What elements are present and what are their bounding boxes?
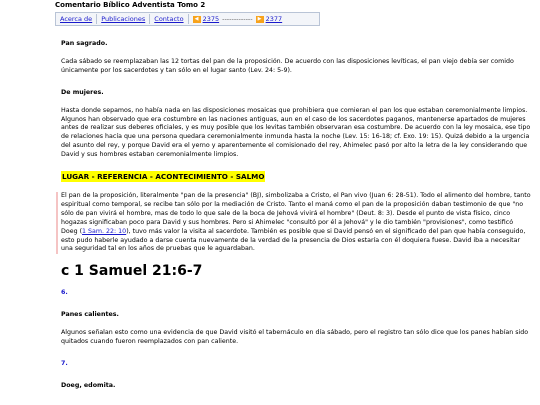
commentary-text: El pan de la proposición, literalmente "pan de la presencia" (BJ), simbolizaba a Cristo, el Pan vivo (Juan 6: 28-51). Todo el alimento del hombre, tanto espiritual como temporal, se recibe tan sólo por la mediación de Cristo. Tanto el maná como el pan de la proposición daban testimonio de que "no sólo de pan vivirá el hombre, mas de todo lo que sale de la boca de Jehová vivirá el hombre" (Deut. 8: 3). Desde el punto de vista físico, cinco hogazas significaban poco para David y sus hombres. Pero si Ahimelec "consultó por él a Jehová" y le dio también "provisiones", como testificó Doeg ( [61, 191, 531, 235]
verse-number[interactable]: 7. [61, 359, 68, 367]
section-heading: Pan sagrado. [61, 40, 108, 47]
prev-page-icon: ◀ [193, 16, 201, 23]
commentary-text: ), tuvo más valor la visita al sacerdote. También es posible que si David pensó en el significado del pan que había conseguido, esto pudo haberle ayudado a darse cuenta nuevamente de la verdad de la presencia de Dios estaría con él doquiera fuese. David iba a necesitar una seguridad tal en los años de pruebas que le aguardaban. [61, 227, 526, 253]
section-text: Cada sábado se reemplazaban las 12 tortas del pan de la proposición. De acuerdo con las disposiciones levíticas, el pan viejo debía ser comido únicamente por los sacerdotes y tan sólo en el lugar santo (Lev. 24: 5-9). [61, 57, 514, 74]
chapter-heading: c 1 Samuel 21:6-7 [61, 263, 203, 280]
commentary-paragraph [56, 192, 531, 254]
nav-about-link[interactable]: Acerca de [60, 15, 93, 23]
verse-number[interactable]: 6. [61, 289, 68, 297]
top-header [0, 0, 540, 30]
next-page-number: 2377 [265, 15, 283, 23]
highlight-heading-row [61, 173, 531, 183]
verse-text: Algunos señalan esto como una evidencia de que David visitó el tabernáculo en día sábado, pero el registro tan sólo dice que los panes habían sido quitados cuando fueron reemplazados con pan caliente. [61, 329, 529, 346]
scripture-reference-link[interactable]: 1 Sam. 22: 10 [82, 227, 127, 235]
commentary-content [61, 40, 531, 391]
nav-dashes: ------------- [222, 15, 253, 23]
section-text: Hasta donde sepamos, no había nada en las disposiciones mosaicas que prohibiera que comieran el pan los que estaban ceremonialmente limpios. Algunos han observado que era costumbre en las naciones antiguas, aun en el caso de los sacerdotes paganos, mantenerse apartados de mujeres antes de realizar sus deberes oficiales, y es muy posible que los levitas también observaran esa costumbre. De acuerdo con la ley mosaica, ese tipo de relaciones hacía que una persona quedara ceremonialmente inmunda hasta la noche (Lev. 15: 16-18; cf. Exo. 19: 15). Quizá debido a la urgencia del asunto del rey, y porque David era el yerno y aparentemente el comisionado del rey, Ahimelec pasó por alto la letra de la ley considerando que David y sus hombres estaban ceremonialmente limpios. [61, 106, 531, 159]
next-page-icon: ▶ [256, 16, 264, 23]
prev-page-number: 2375 [202, 15, 220, 23]
section-heading: De mujeres. [61, 88, 104, 96]
highlight-heading: LUGAR - REFERENCIA - ACONTECIMIENTO - SALMO [62, 172, 265, 182]
verse-heading: Panes calientes. [61, 311, 119, 319]
book-title: Comentario Bíblico Adventista Tomo 2 [55, 1, 206, 9]
verse-heading: Doeg, edomita. [61, 381, 116, 389]
nav-contact-link[interactable]: Contacto [154, 15, 184, 23]
prev-page-link[interactable] [189, 15, 221, 23]
nav-bar [55, 12, 320, 26]
next-page-link[interactable] [255, 15, 287, 23]
nav-publications-link[interactable]: Publicaciones [101, 15, 146, 23]
